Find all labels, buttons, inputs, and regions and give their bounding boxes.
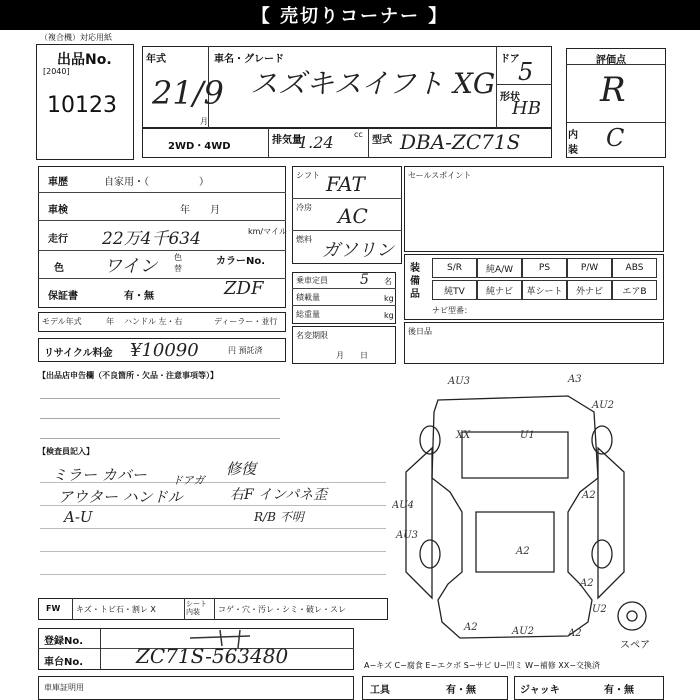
interior-value: C [606,124,625,152]
inspector-line-1: ミラー カバー [52,466,147,484]
cert-row [38,676,354,700]
chassis-value: ZC71S-563480 [136,644,289,668]
equipment-item: エアB [612,280,657,300]
model-year-unit: 年 [106,317,114,326]
fuel-label: 燃料 [296,235,312,244]
equipment-item: ABS [612,258,657,278]
later-items-block [404,322,664,364]
page-header: 【 売切りコーナー 】 [0,0,700,30]
recycle-unit: 円 預託済 [228,346,263,355]
diagram-mark: AU2 [592,400,615,411]
jack-label: ジャッキ [520,685,560,696]
diagram-mark: A2 [568,628,582,639]
navi-model-label: ナビ型番： [432,306,472,315]
color-code-label: カラーNo. [216,256,266,267]
gross-unit: kg [384,311,394,320]
shape-value: HB [512,98,541,119]
inspector-right-1: 修復 [226,460,257,478]
drive-value: 2WD・4WD [168,141,231,152]
shift-value: FAT [326,172,365,196]
warranty-label: 保証書 [48,291,78,302]
form-ref: （複合機）対応用紙 [40,33,112,42]
diagram-mark: A2 [582,490,596,501]
year-value: 21/9 [152,74,224,112]
diagram-mark: AU3 [448,376,471,387]
sales-point-label: セールスポイント [408,171,472,180]
displacement-unit: cc [354,130,363,139]
report-label: 【出品店申告欄（不良箇所・欠品・注意事項等）】 [38,371,218,380]
interior-label: 内装 [568,130,578,156]
equipment-item: P/W [567,258,612,278]
fuel-value: ガソリン [322,240,394,261]
score-value: R [600,70,626,110]
recycle-value: ¥10090 [130,340,199,361]
load-unit: kg [384,294,394,303]
tool-value: 有・無 [446,685,476,696]
later-items-label: 後日品 [408,327,432,336]
name-change-label: 名変期限 [296,331,328,340]
color-label: 色 [54,263,64,274]
equipment-item: 革シート [522,280,567,300]
type-label: 型式 [372,135,392,146]
diagram-mark: A2 [464,622,478,633]
cert-label: 車庫証明用 [44,683,84,692]
jack-value: 有・無 [604,685,634,696]
capacity-label: 乗車定員 [296,276,328,285]
equipment-item: S/R [432,258,477,278]
diagram-mark: XX [456,430,471,441]
history-label: 車歴 [48,177,68,188]
model-year-label: モデル年式 [42,317,82,326]
model-label: 車名・グレード [214,54,284,65]
ac-label: 冷房 [296,203,312,212]
mileage-label: 走行 [48,234,68,245]
diagram-mark: AU3 [396,530,419,541]
equipment-item: 純ナビ [477,280,522,300]
doors-value: 5 [518,58,534,86]
type-value: DBA-ZC71S [400,130,521,154]
equipment-item: PS [522,258,567,278]
diagram-mark: A3 [568,374,582,385]
load-label: 積載量 [296,293,320,302]
defect-seat-label: シート内装 [186,600,207,616]
inspector-tag: ドアガ [172,474,205,487]
handle-side: ハンドル 左・右 [124,317,183,326]
diagram-mark: U1 [520,430,535,441]
lot-number: 10123 [47,93,117,118]
inspector-label: 【検査員記入】 [38,447,94,456]
tool-label: 工具 [370,685,390,696]
lot-stamp: [2040] [43,67,70,76]
gross-label: 総重量 [296,310,320,319]
diagram-mark: AU4 [392,500,415,511]
year-label: 年式 [146,54,166,65]
capacity-value: 5 [360,272,369,288]
defect-legend: A−キズ C−腐食 E−エクボ S−サビ U−凹ミ W−補修 XX−交換済 [364,661,600,670]
shift-label: シフト [296,171,320,180]
displacement-label: 排気量 [272,135,302,146]
doors-label: ドア [500,54,520,65]
recycle-label: リサイクル料金 [44,348,113,359]
mileage-unit: km/マイル [248,227,287,236]
defect-items-1: キズ・トビ石・割レ X [76,605,156,614]
diagram-mark: A2 [580,578,594,589]
ac-value: AC [338,204,368,228]
name-change-value: 月 日 [336,351,368,360]
color-value: ワイン [104,256,158,277]
reg-label: 登録No. [44,636,84,647]
shape-label: 形状 [500,92,520,103]
lot-box [36,44,134,160]
inspector-right-2: 右F インパネ歪 [230,487,328,503]
mileage-value: 22万4千634 [102,229,201,249]
lot-label: 出品No. [57,52,112,68]
defect-fw: FW [46,604,61,613]
capacity-unit: 名 [384,277,392,286]
reg-scribble [180,626,280,650]
inspector-line-2: アウター ハンドル [58,488,183,506]
year-month-unit: 月 [200,117,208,126]
chassis-label: 車台No. [44,657,84,668]
displacement-value: 1.24 [298,133,334,152]
inspection-label: 車検 [48,205,68,216]
equipment-item: 純A/W [477,258,522,278]
warranty-value: 有・無 [124,291,154,302]
model-value: スズキスイフト XG [250,67,496,100]
equipment-label: 装備品 [410,263,420,300]
diagram-mark: AU2 [512,626,535,637]
history-value: 自家用・（ ） [104,177,209,188]
color-change-label: 色替 [174,253,182,273]
defect-items-2: コゲ・穴・汚レ・シミ・破レ・スレ [218,605,346,614]
diagram-mark: A2 [516,546,530,557]
car-diagram [392,372,692,662]
diagram-mark: U2 [592,604,607,615]
dealer-type: ディーラー・並行 [214,317,278,326]
inspector-line-3: A-U [64,508,93,526]
inspector-right-3: R/B 不明 [254,510,304,524]
equipment-item: 外ナビ [567,280,612,300]
spare-label: スペア [620,640,650,651]
color-code-value: ZDF [224,278,264,299]
score-label: 評価点 [596,55,626,66]
inspection-value: 年 月 [180,205,220,216]
equipment-item: 純TV [432,280,477,300]
